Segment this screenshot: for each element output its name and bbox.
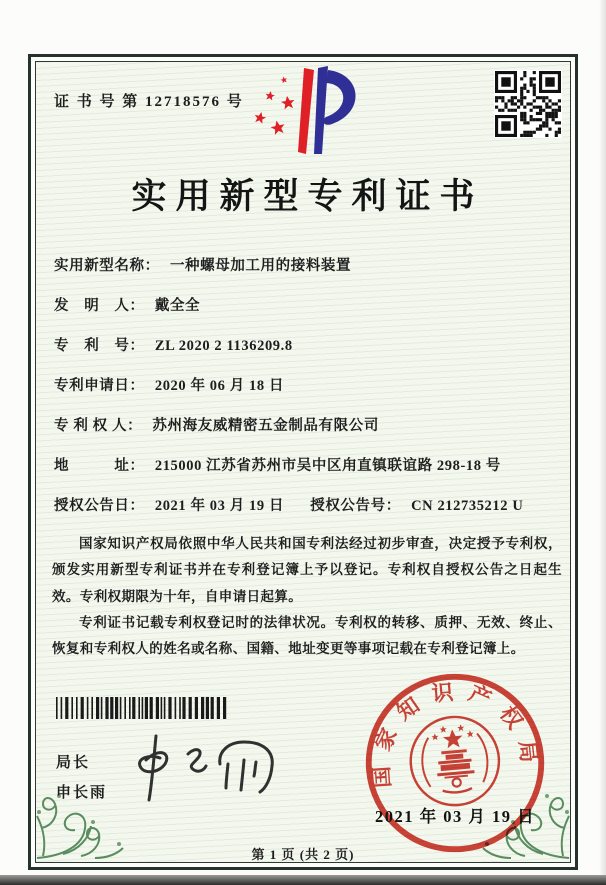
field-value: 2020 年 06 月 18 日 (154, 378, 285, 394)
photo-edge-bottom (0, 875, 606, 885)
field-label: 地 址： (54, 458, 145, 474)
field-label: 专利申请日： (54, 378, 145, 394)
grant-number-pair (310, 494, 523, 515)
field-value: 戴全全 (154, 298, 201, 314)
certificate-title: 实用新型专利证书 (131, 177, 484, 216)
qr-code (494, 70, 562, 138)
field-row-grant (54, 494, 562, 514)
commissioner-signature (116, 730, 311, 808)
field-value: 2021 年 03 月 19 日 (154, 498, 285, 514)
cnipa-logo-icon (246, 58, 368, 168)
field-value: 215000 江苏省苏州市吴中区甪直镇联谊路 298-18 号 (154, 458, 501, 474)
field-row-inventor (54, 294, 562, 314)
field-value: CN 212735212 U (411, 498, 524, 514)
legal-text (52, 531, 562, 663)
field-value: 一种螺母加工用的接料装置 (169, 258, 352, 274)
legal-paragraph-2: 专利证书记载专利权登记时的法律状况。专利权的转移、质押、无效、终止、恢复和专利权人的姓名或名称、国籍、地址变更等事项记载在专利登记簿上。 (52, 614, 562, 657)
photo-edge-right (599, 0, 606, 885)
field-label: 专 利 号： (54, 338, 145, 354)
field-label: 发 明 人： (54, 298, 145, 314)
certificate-number: 证 书 号 第 12718576 号 (54, 94, 244, 110)
field-row-application-date (54, 374, 562, 394)
commissioner-title: 局长 (56, 755, 91, 771)
national-emblem-icon (407, 713, 503, 809)
field-list (54, 254, 562, 534)
field-label: 实用新型名称： (54, 258, 160, 274)
field-row-utility-model-name (54, 254, 562, 274)
page-number: 第 1 页 (共 2 页) (251, 847, 355, 862)
field-label: 授权公告日： (54, 498, 145, 514)
field-row-patent-number (54, 334, 562, 354)
legal-paragraph-1: 国家知识产权局依照中华人民共和国专利法经过初步审查，决定授予专利权，颁发实用新型专利证书并在专利登记簿上予以登记。专利权自授权公告之日起生效。专利权期限为十年，自申请日起算。 (52, 536, 562, 604)
field-value: 苏州海友威精密五金制品有限公司 (152, 418, 379, 434)
field-label: 授权公告号： (310, 498, 401, 514)
seal-ring-text: 国家知识产权局 (368, 679, 543, 789)
field-row-patentee (54, 414, 562, 434)
seal-date: 2021 年 03 月 19 日 (374, 807, 536, 826)
official-seal (349, 657, 561, 869)
field-value: ZL 2020 2 1136209.8 (154, 338, 293, 354)
field-row-address (54, 454, 562, 474)
commissioner-name: 申长雨 (56, 785, 108, 801)
barcode (54, 697, 230, 719)
field-label: 专 利 权 人： (54, 418, 143, 434)
grant-date-pair (54, 494, 306, 515)
